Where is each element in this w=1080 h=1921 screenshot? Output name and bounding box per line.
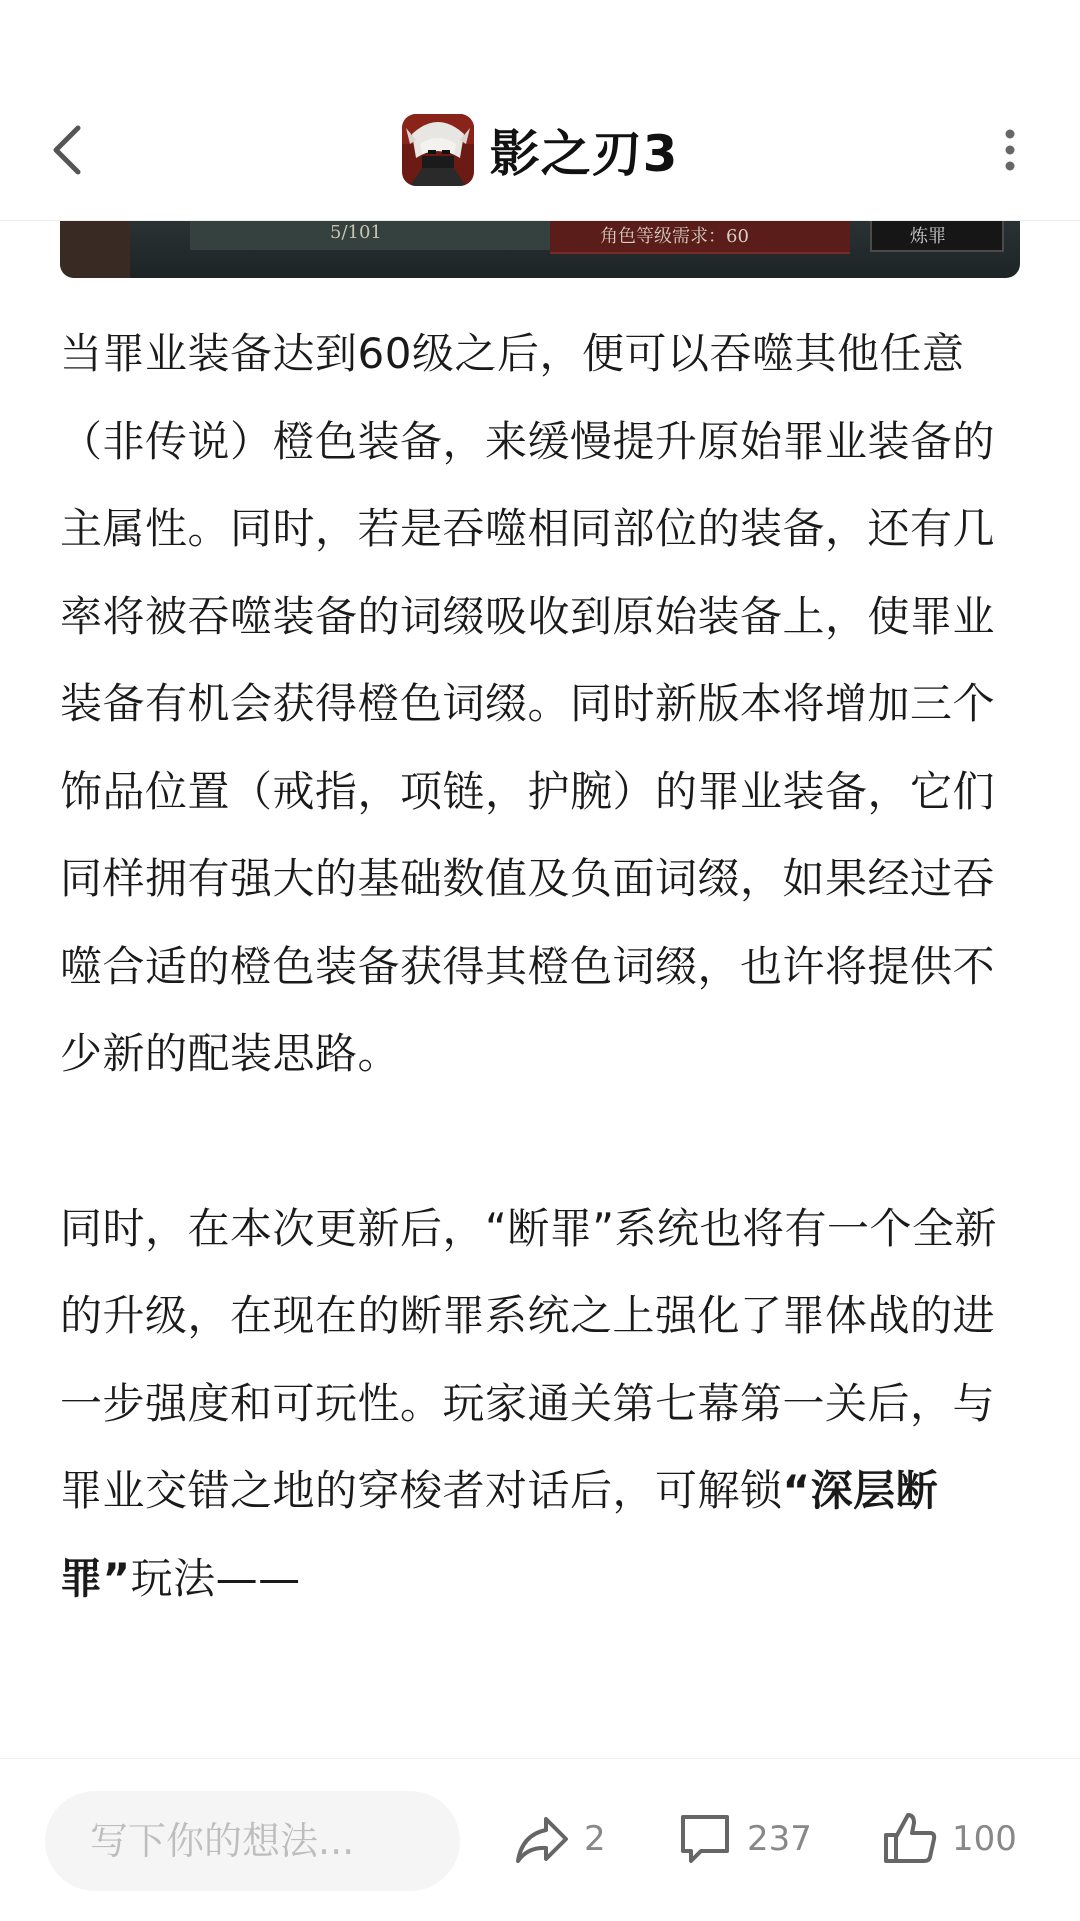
like-button[interactable] — [880, 1799, 1017, 1879]
share-arrow-icon — [512, 1809, 572, 1869]
page-title: 影之刃3 — [489, 125, 679, 183]
paragraph-2-text: 同时，在本次更新后，“断罪”系统也将有一个全新的升级，在现在的断罪系统之上强化了罪体战的进一步强度和可玩性。玩家通关第七幕第一关后，与罪业交错之地的穿梭者对话后，可解锁 — [60, 1203, 998, 1515]
bottom-action-bar — [0, 1758, 1080, 1921]
banner-button-label: 炼罪 — [910, 226, 946, 247]
more-vertical-icon — [980, 120, 1040, 180]
share-count: 2 — [584, 1819, 606, 1859]
article-paragraph-1: 当罪业装备达到60级之后，便可以吞噬其他任意（非传说）橙色装备，来缓慢提升原始罪业装备的主属性。同时，若是吞噬相同部位的装备，还有几率将被吞噬装备的词缀吸收到原始装备上，使罪业装备有机会获得橙色词缀。同时新版本将增加三个饰品位置（戒指，项链，护腕）的罪业装备，它们同样拥有强大的基础数值及负面词缀，如果经过吞噬合适的橙色装备获得其橙色词缀，也许将提供不少新的配装思路。 — [60, 329, 996, 1078]
paragraph-2-bold-term: “深层断罪” — [60, 1466, 939, 1603]
share-button[interactable] — [512, 1799, 606, 1879]
article-image-bottom — [60, 220, 1020, 278]
header-title-group[interactable] — [0, 102, 1080, 198]
like-count: 100 — [952, 1819, 1017, 1859]
comment-count: 237 — [747, 1819, 812, 1859]
banner-requirement-text: 角色等级需求：60 — [600, 226, 749, 247]
comment-input[interactable] — [45, 1791, 460, 1891]
more-options-button[interactable] — [980, 120, 1040, 180]
top-navigation-bar — [0, 80, 1080, 221]
article-paragraph-2 — [60, 1185, 1025, 1623]
status-bar — [0, 0, 1080, 80]
comment-bubble-icon — [675, 1809, 735, 1869]
comment-button[interactable] — [675, 1799, 812, 1879]
game-app-icon — [402, 114, 474, 186]
article-body — [60, 310, 1025, 1622]
paragraph-2-tail: 玩法—— — [130, 1553, 301, 1603]
thumbs-up-icon — [880, 1809, 940, 1869]
banner-counter-text: 5/101 — [330, 222, 382, 243]
